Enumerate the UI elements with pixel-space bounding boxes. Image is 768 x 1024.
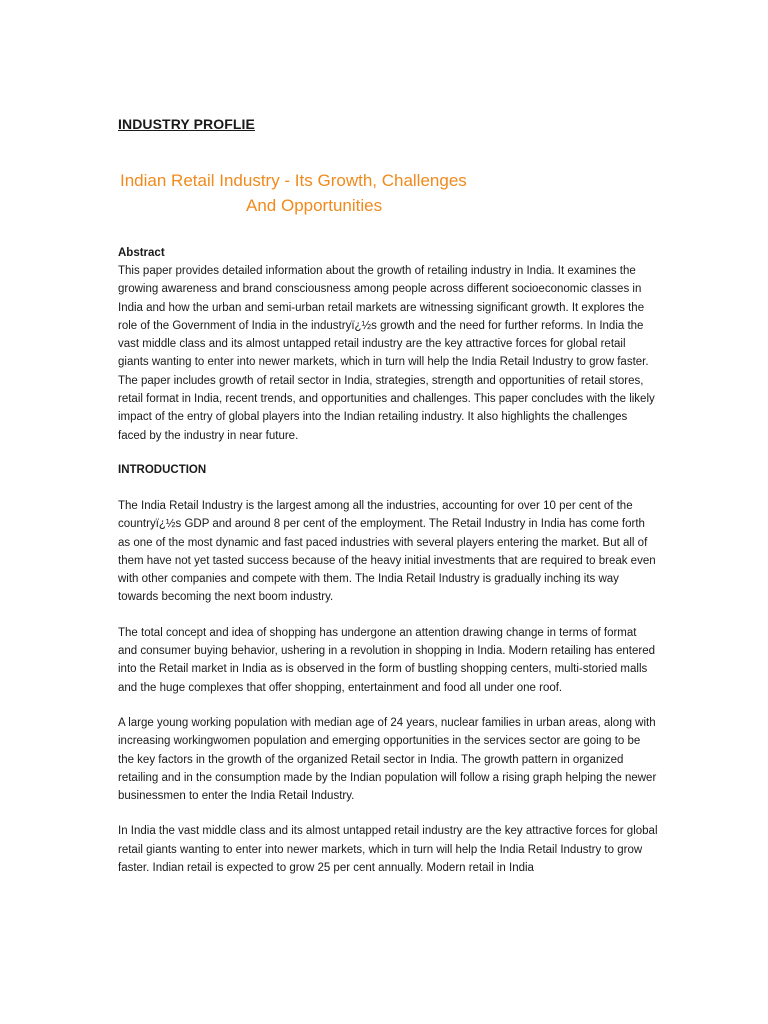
abstract-text: This paper provides detailed information about the growth of retailing industry in India. It examines the growing awareness and brand consciousness among people across different socioeconomic classes in India and how the urban and semi-urban retail markets are witnessing significant growth. It explores the role of the Government of India in the industryï¿½s growth and the need for further reforms. In India the vast middle class and its almost untapped retail industry are the key attractive forces for global retail giants wanting to enter into newer markets, which in turn will help the India Retail Industry to grow faster. The paper includes growth of retail sector in India, strategies, strength and opportunities of retail stores, retail format in India, recent trends, and opportunities and challenges. This paper concludes with the likely impact of the entry of global players into the Indian retailing industry. It also highlights the challenges faced by the industry in near future. [118,265,655,442]
intro-paragraph-4: In India the vast middle class and its almost untapped retail industry are the key attractive forces for global retail giants wanting to enter into newer markets, which in turn will help the India Retail Industry to grow faster. Indian retail is expected to grow 25 per cent annually. Modern retail in India [118,825,658,875]
spacer [118,697,658,714]
abstract-label: Abstract [118,247,165,259]
introduction-label: INTRODUCTION [118,463,207,476]
spacer [118,805,658,822]
document-content [118,116,658,877]
intro-paragraph-2: The total concept and idea of shopping has undergone an attention drawing change in terms of format and consumer buying behavior, ushering in a revolution in shopping in India. Modern retailing has entered into the Retail market in India as is observed in the form of bustling shopping centers, multi-storied malls and the huge complexes that offer shopping, entertainment and food all under one roof. [118,626,656,694]
spacer [118,479,658,497]
intro-paragraph-1: The India Retail Industry is the largest among all the industries, accounting for over 10 per cent of the countryï¿½s GDP and around 8 per cent of the employment. The Retail Industry in India has come forth as one of the most dynamic and fast paced industries with several players entering the market. But all of them have not yet tasted success because of the heavy initial investments that are required to break even with other companies and compete with them. The India Retail Industry is gradually inching its way towards becoming the next boom industry. [118,499,656,604]
section-heading: INDUSTRY PROFLIE [118,116,255,132]
paper-title-line-1: Indian Retail Industry - Its Growth, Challenges [120,171,467,190]
paper-title-line-2: And Opportunities [246,196,383,215]
spacer [118,607,658,624]
spacer [118,445,658,461]
paper-title [118,168,658,218]
intro-paragraph-3: A large young working population with median age of 24 years, nuclear families in urban areas, along with increasing workingwomen population and emerging opportunities in the services sector are going to be the key factors in the growth of the organized Retail sector in India. The growth pattern in organized retailing and in the consumption made by the Indian population will follow a rising graph helping the newer businessmen to enter the India Retail Industry. [118,716,657,803]
